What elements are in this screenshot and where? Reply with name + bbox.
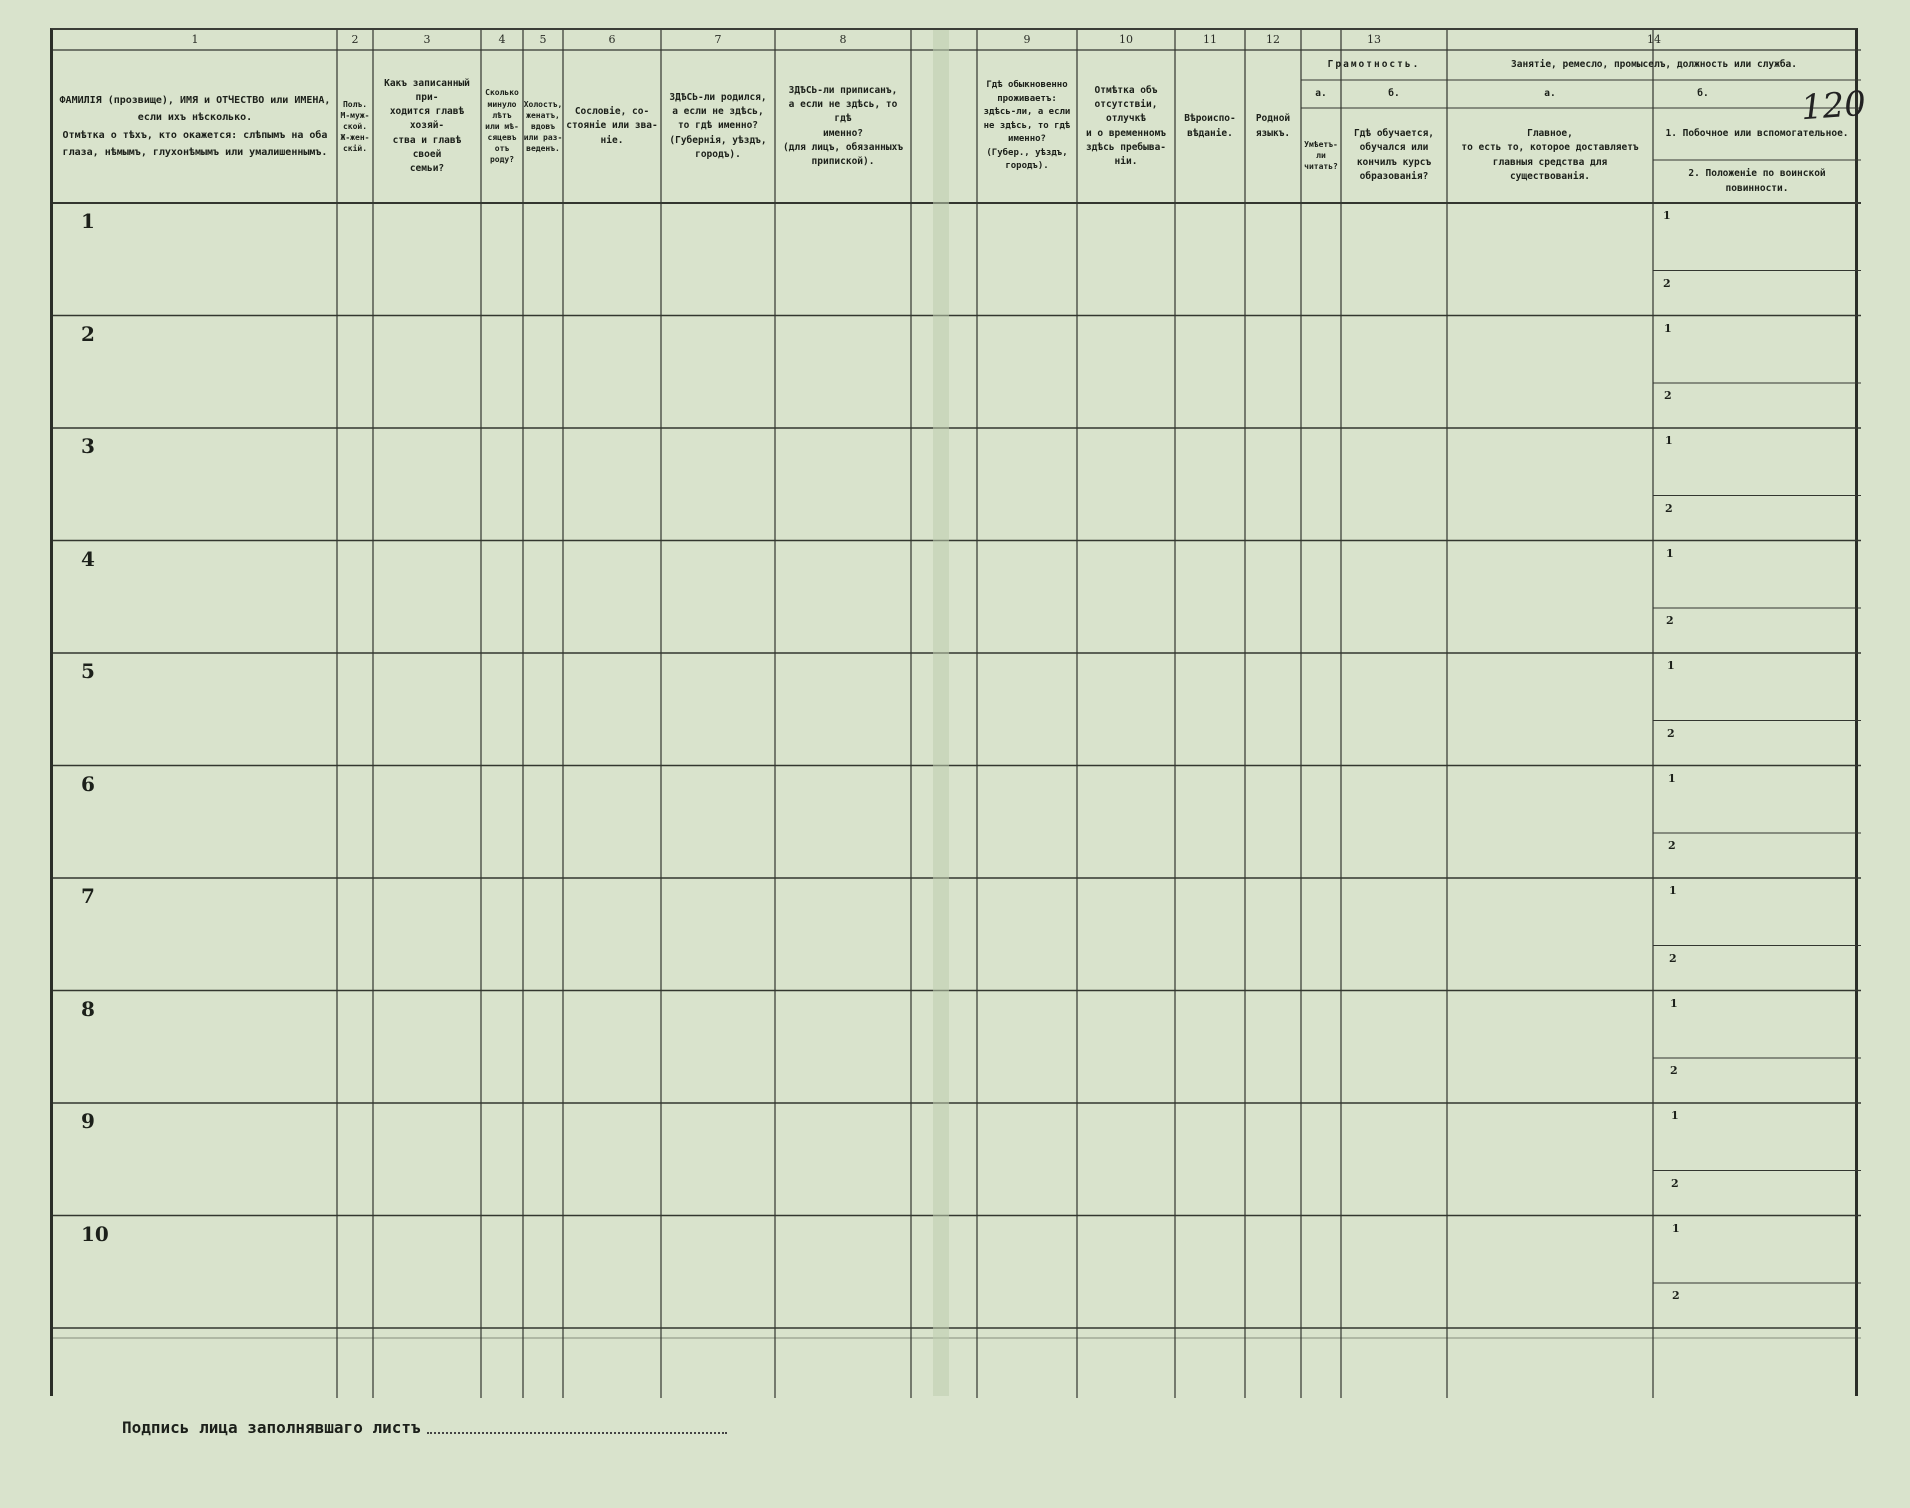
row-number: 3 xyxy=(81,434,95,458)
column-number: 8 xyxy=(839,33,847,46)
header-registration: ЗДѢСЬ-ли приписанъ, а если не здѣсь, то гдѣ именно? (для лицъ, обязанныхъ припиской). xyxy=(782,84,904,167)
row-number: 2 xyxy=(81,321,95,346)
handwritten-page-number: 120 xyxy=(1799,83,1868,129)
column-number: 11 xyxy=(1203,33,1217,46)
header-literacy-b-letter: б. xyxy=(1388,87,1400,99)
column-number: 3 xyxy=(423,33,431,46)
signature-label: Подпись лица заполнявшаго листъ xyxy=(122,1418,421,1437)
occupation-sub-label: 1 xyxy=(1663,209,1671,222)
census-form xyxy=(50,28,1868,1396)
header-surname-name: ФАМИЛІЯ (прозвище), ИМЯ и ОТЧЕСТВО или ИМЕНА, если ихъ нѣсколько. Отмѣтка о тѣхъ, кто окажется: слѣпымъ на оба глаза, нѣмымъ, глухонѣмымъ или умалишеннымъ. xyxy=(59,94,331,158)
signature-line xyxy=(122,1418,727,1437)
column-number: 4 xyxy=(498,33,506,46)
header-can-read: Умѣетъ- ли читать? xyxy=(1304,139,1338,172)
row-number: 1 xyxy=(81,209,95,233)
header-absence: Отмѣтка объ отсутствіи, отлучкѣ и о временномъ здѣсь пребыва- ніи. xyxy=(1085,84,1167,167)
header-main-occupation: Главное, то есть то, которое доставляетъ главныя средства для существованія. xyxy=(1461,128,1639,182)
column-number: 7 xyxy=(714,33,722,46)
header-side-occupation: 1. Побочное или вспомогательное. xyxy=(1665,127,1849,139)
occupation-sub-label: 1 xyxy=(1670,996,1678,1010)
column-number: 5 xyxy=(539,33,547,46)
occupation-sub-label: 2 xyxy=(1665,501,1673,515)
header-religion: Вѣроиспо- вѣданіе. xyxy=(1184,113,1236,139)
row-number: 4 xyxy=(81,546,95,571)
occupation-sub-label: 1 xyxy=(1667,659,1675,672)
header-military-status: 2. Положеніе по воинской повинности. xyxy=(1688,168,1826,194)
occupation-sub-label: 1 xyxy=(1668,771,1676,785)
header-residence: Гдѣ обыкновенно проживаетъ: здѣсь-ли, а если не здѣсь, то гдѣ именно? (Губер., уѣздъ, городъ). xyxy=(983,80,1071,172)
column-number: 13 xyxy=(1367,33,1381,46)
column-number: 10 xyxy=(1119,33,1133,46)
column-number: 14 xyxy=(1647,33,1661,46)
occupation-sub-label: 1 xyxy=(1666,546,1674,560)
occupation-sub-label: 1 xyxy=(1671,1109,1679,1122)
column-number: 6 xyxy=(608,33,616,46)
occupation-sub-label: 2 xyxy=(1668,839,1676,852)
row-number: 9 xyxy=(81,1109,95,1133)
column-number: 1 xyxy=(191,33,199,46)
header-literacy-a-letter: а. xyxy=(1315,87,1327,99)
column-number: 2 xyxy=(351,33,359,46)
signature-blank[interactable] xyxy=(427,1422,727,1434)
row-number: 8 xyxy=(81,996,95,1021)
header-native-language: Родной языкъ. xyxy=(1255,113,1291,139)
occupation-sub-label: 1 xyxy=(1669,884,1677,897)
column-number: 9 xyxy=(1023,33,1031,46)
row-number: 10 xyxy=(81,1221,109,1246)
occupation-sub-label: 2 xyxy=(1667,726,1675,740)
header-birthplace: ЗДѢСЬ-ли родился, а если не здѣсь, то гдѣ именно? (Губернія, уѣздъ, городъ). xyxy=(669,91,767,160)
header-sex: Полъ. М-муж- ской. Ж-жен- скій. xyxy=(340,99,370,154)
occupation-sub-label: 2 xyxy=(1666,614,1674,627)
row-number: 6 xyxy=(81,771,95,796)
header-literacy: Грамотность. xyxy=(1327,58,1421,70)
header-occupation: Занятіе, ремесло, промыселъ, должность или служба. xyxy=(1511,58,1797,70)
header-occupation-b-letter: б. xyxy=(1697,87,1709,99)
occupation-sub-label: 2 xyxy=(1671,1176,1679,1190)
occupation-sub-label: 1 xyxy=(1665,434,1673,447)
header-relation: Какъ записанный при- ходится главѣ хозяй- ства и главѣ своей семьи? xyxy=(384,77,470,175)
form-grid-lines xyxy=(53,30,1861,1398)
header-occupation-a-letter: а. xyxy=(1544,87,1556,99)
occupation-sub-label: 1 xyxy=(1664,321,1672,335)
header-education: Гдѣ обучается, обучался или кончилъ курсъ образованія? xyxy=(1353,128,1435,182)
occupation-sub-label: 1 xyxy=(1672,1221,1680,1235)
occupation-sub-label: 2 xyxy=(1669,951,1677,965)
occupation-sub-label: 2 xyxy=(1664,389,1672,402)
column-number: 12 xyxy=(1266,33,1280,46)
occupation-sub-label: 2 xyxy=(1670,1064,1678,1077)
occupation-sub-label: 2 xyxy=(1663,276,1671,290)
row-number: 5 xyxy=(81,659,95,683)
header-estate: Сословіе, со- стояніе или зва- ніе. xyxy=(566,106,658,146)
header-age: Сколько минуло лѣтъ или мѣ- сяцевъ отъ роду? xyxy=(485,88,519,165)
header-marital-status: Холостъ, женатъ, вдовъ или раз- веденъ. xyxy=(523,99,563,154)
row-number: 7 xyxy=(81,884,95,908)
occupation-sub-label: 2 xyxy=(1672,1289,1680,1302)
